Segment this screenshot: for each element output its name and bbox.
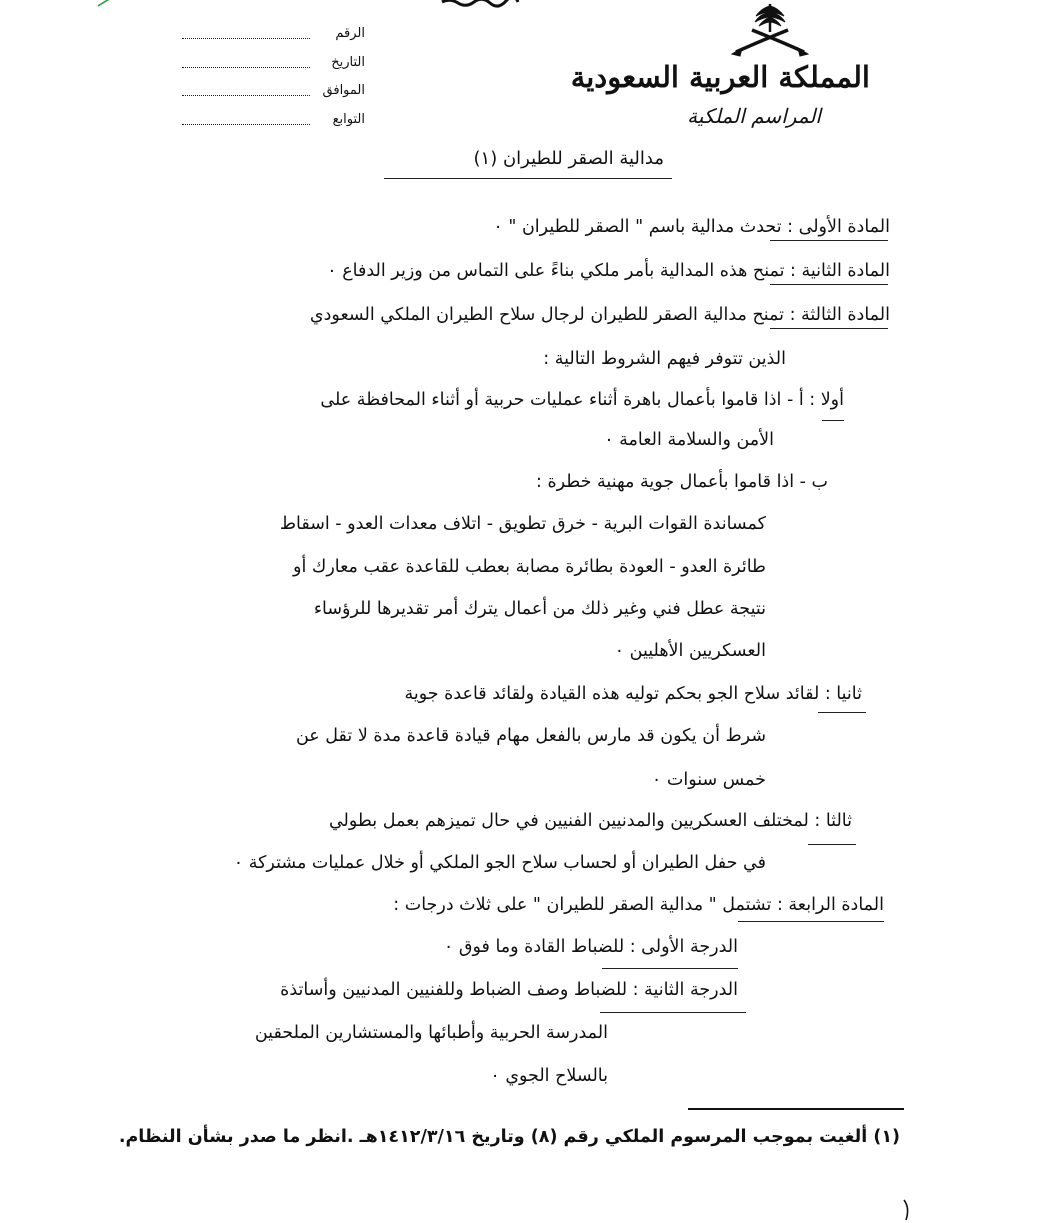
field-date	[180, 53, 365, 82]
field-label: التاريخ	[331, 54, 365, 70]
kingdom-name: المملكة العربية السعودية	[570, 60, 870, 94]
top-stamp-scribble	[440, 0, 520, 8]
clause-first-b-1: كمساندة القوات البرية - خرق تطويق - اتلاف معدات العدو - اسقاط	[279, 514, 766, 534]
corner-check-mark	[96, 0, 116, 8]
clause-second: ثانيا : لقائد سلاح الجو بحكم توليه هذه القيادة ولقائد قاعدة جوية	[404, 684, 862, 704]
heading-underline	[822, 420, 844, 421]
dotted-line	[182, 124, 310, 125]
clause-first-b-2: طائرة العدو - العودة بطائرة مصابة بعطب للقاعدة عقب معارك أو	[293, 557, 766, 577]
article-3-cont: الذين تتوفر فيهم الشروط التالية :	[543, 349, 786, 369]
degree-second-cont-2: بالسلاح الجوي ٠	[490, 1066, 608, 1086]
clause-first-b-3: نتيجة عطل فني وغير ذلك من أعمال يترك أمر تقديرها للرؤساء	[313, 599, 766, 619]
clause-third: ثالثا : لمختلف العسكريين والمدنيين الفنيين في حال تميزهم بعمل بطولي	[328, 811, 852, 831]
heading-underline	[602, 968, 738, 969]
dotted-line	[182, 95, 310, 96]
clause-first-b-4: العسكريين الأهليين ٠	[614, 641, 766, 661]
heading-underline	[818, 712, 866, 713]
footnote-separator	[688, 1108, 904, 1110]
royal-protocol-office: المراسم الملكية	[687, 104, 821, 128]
clause-second-cont: شرط أن يكون قد مارس بالفعل مهام قيادة قاعدة مدة لا تقل عن	[295, 726, 766, 746]
clause-third-cont: في حفل الطيران أو لحساب سلاح الجو الملكي أو خلال عمليات مشتركة ٠	[233, 853, 766, 873]
document-title: مدالية الصقر للطيران (١)	[473, 148, 664, 169]
heading-underline	[770, 328, 888, 329]
article-3: المادة الثالثة : تمنح مدالية الصقر للطيران لرجال سلاح الطيران الملكي السعودي	[309, 305, 890, 325]
dotted-line	[182, 67, 310, 68]
title-underline	[384, 178, 672, 179]
palm-and-crossed-swords-icon	[728, 2, 812, 60]
degree-second-cont: المدرسة الحربية وأطبائها والمستشارين الملحقين	[254, 1023, 608, 1043]
article-4: المادة الرابعة : تشتمل " مدالية الصقر للطيران " على ثلاث درجات :	[393, 895, 884, 915]
clause-second-cont-2: خمس سنوات ٠	[651, 770, 766, 790]
heading-underline	[808, 844, 856, 845]
heading-underline	[738, 921, 884, 922]
degree-first: الدرجة الأولى : للضباط القادة وما فوق ٠	[443, 937, 738, 957]
reference-fields	[180, 24, 365, 138]
degree-second: الدرجة الثانية : للضباط وصف الضباط وللفنيين المدنيين وأساتذة	[280, 980, 738, 1000]
article-1: المادة الأولى : تحدث مدالية باسم " الصقر للطيران " ٠	[493, 217, 890, 237]
clause-first-a-cont: الأمن والسلامة العامة ٠	[604, 430, 774, 450]
heading-underline	[770, 240, 888, 241]
field-attachments	[180, 110, 365, 139]
article-2: المادة الثانية : تمنح هذه المدالية بأمر ملكي بناءً على التماس من وزير الدفاع ٠	[327, 261, 890, 281]
field-corresponding	[180, 81, 365, 110]
dotted-line	[182, 38, 310, 39]
footnote: (١) ألغيت بموجب المرسوم الملكي رقم (٨) وتاريخ ١٤١٢/٣/١٦هـ .انظر ما صدر بشأن النظام.	[118, 1127, 900, 1147]
clause-first-b: ب - اذا قاموا بأعمال جوية مهنية خطرة :	[536, 472, 828, 492]
heading-underline	[600, 1012, 746, 1013]
clause-first-a: أولا : أ - اذا قاموا بأعمال باهرة أثناء عمليات حربية أو أثناء المحافظة على	[320, 390, 844, 410]
field-number	[180, 24, 365, 53]
field-label: الرقم	[335, 26, 365, 41]
heading-underline	[770, 284, 888, 285]
bottom-edge-mark	[898, 1198, 914, 1222]
field-label: التوابع	[332, 111, 365, 127]
field-label: الموافق	[322, 83, 365, 98]
